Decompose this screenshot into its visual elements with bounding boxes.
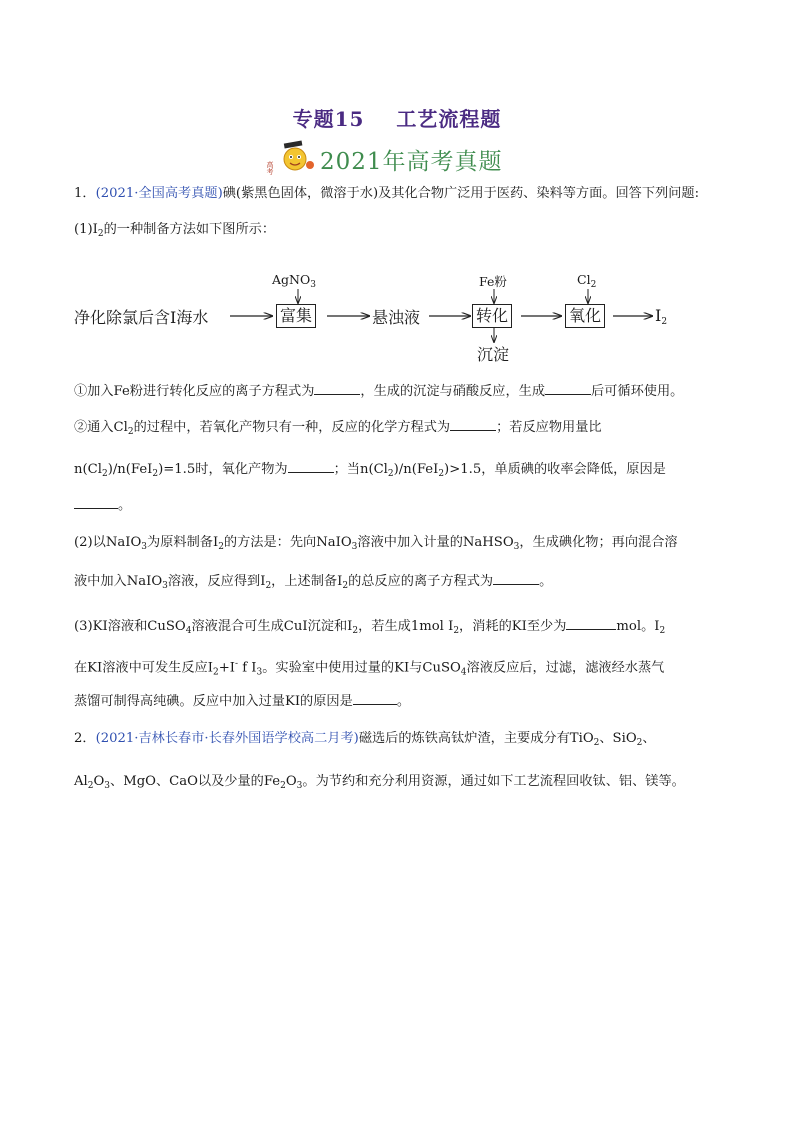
q1-part3-c: 蒸馏可制得高纯碘。反应中加入过量KI的原因是 。	[74, 694, 410, 709]
flow-suspension: 悬浊液	[372, 308, 421, 327]
q1-source: (2021·全国高考真题)	[95, 186, 223, 201]
banner-text: 2021年高考真题	[320, 149, 503, 175]
title-number: 15	[334, 107, 365, 131]
answer-blank[interactable]	[450, 418, 496, 431]
box-conversion: 转化	[472, 304, 512, 328]
q1-intro: 1．(2021·全国高考真题)碘(紫黑色固体，微溶于水)及其化合物广泛用于医药、染料等方面。回答下列问题:	[74, 186, 700, 201]
q1-part1-ratio: $n(Cl_2)/n(FeI_2)=1.5$时，氧化产物为 ；当$n(Cl_2)/n(FeI_2)>1.5$，单质碘的收率会降低，原因是	[74, 462, 666, 479]
q1-part3: (3)KI溶液和CuSO$_4$溶液混合可生成CuI沉淀和$I_2$，若生成1mol $I_2$，消耗的KI至少为 mol。$I_2$	[74, 619, 666, 636]
reagent-cl2: $Cl_2$	[577, 272, 597, 290]
box-enrichment: 富集	[276, 304, 316, 328]
box-oxidation: 氧化	[565, 304, 605, 328]
q1-part1-end: 。	[74, 496, 131, 515]
answer-blank[interactable]	[545, 382, 591, 395]
q2-line2: $Al_2O_3$、MgO、CaO以及少量的$Fe_2O_3$。为节约和充分利用资源，通过如下工艺流程回收钛、铝、镁等。	[74, 774, 685, 791]
answer-blank[interactable]	[566, 617, 616, 630]
reagent-fe: Fe粉	[479, 274, 507, 289]
title-suffix: 工艺流程题	[396, 107, 502, 131]
title-prefix: 专题	[292, 107, 335, 131]
flow-product: $I_2$	[655, 306, 668, 327]
flow-start: 净化除氯后含I海水	[74, 308, 209, 327]
svg-text:高考: 高考	[266, 161, 274, 175]
q1-part2-b: 液中加入NaIO$_3$溶液，反应得到$I_2$，上述制备$I_2$的总反应的离子方程式为 。	[74, 574, 553, 591]
answer-blank[interactable]	[314, 382, 360, 395]
answer-blank[interactable]	[74, 496, 118, 509]
flow-precipitate: 沉淀	[477, 345, 510, 364]
q2-source: (2021·吉林长春市·长春外国语学校高二月考)	[95, 731, 359, 746]
q1-part1-i: ①加入Fe粉进行转化反应的离子方程式为 ，生成的沉淀与硝酸反应，生成 后可循环使用。	[74, 384, 684, 399]
answer-blank[interactable]	[353, 692, 397, 705]
q1-part2: (2)以NaIO$_3$为原料制备$I_2$的方法是：先向NaIO$_3$溶液中加入计量的NaHSO$_3$，生成碘化物；再向混合溶	[74, 535, 678, 552]
q1-part1-ii: ②通入$Cl_2$的过程中，若氧化产物只有一种，反应的化学方程式为 ；若反应物用量比	[74, 420, 602, 437]
answer-blank[interactable]	[288, 460, 334, 473]
q1-part1-intro: $(1)I_2$的一种制备方法如下图所示：	[74, 222, 276, 239]
q1-part3-b: 在KI溶液中可发生反应$I_2+I^-$ f $I_3$。实验室中使用过量的KI与CuSO$_4$溶液反应后，过滤，滤液经水蒸气	[74, 659, 665, 678]
q2-intro: 2．(2021·吉林长春市·长春外国语学校高二月考)磁选后的炼铁高钛炉渣，主要成分有TiO$_2$、SiO$_2$、	[74, 731, 656, 748]
answer-blank[interactable]	[493, 572, 539, 585]
reagent-agno3: AgNO$_3$	[272, 272, 316, 290]
